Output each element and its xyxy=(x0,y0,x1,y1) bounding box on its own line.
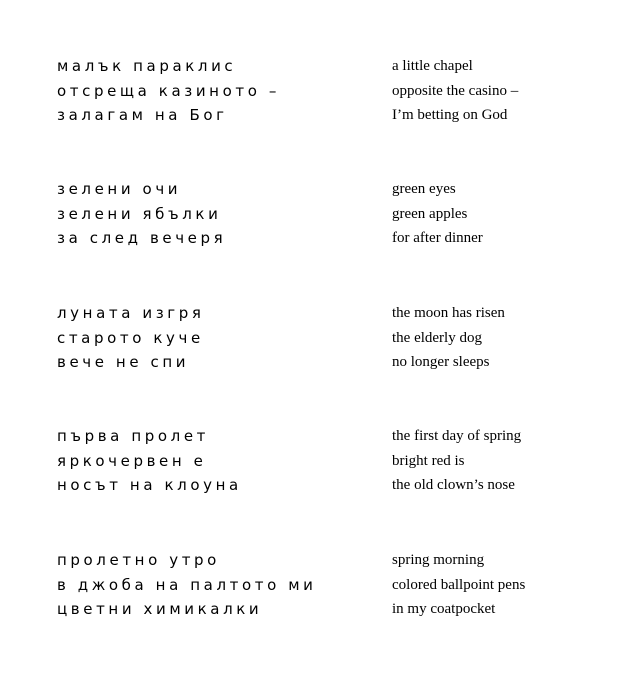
english-line: for after dinner xyxy=(392,230,483,247)
english-translation xyxy=(392,301,612,375)
english-line: green eyes xyxy=(392,181,456,197)
english-line: opposite the casino – xyxy=(392,82,519,99)
english-line: in my coatpocket xyxy=(392,601,496,618)
bulgarian-line: яркочервен е xyxy=(57,451,207,470)
bulgarian-line: старото куче xyxy=(57,328,204,347)
bulgarian-line: луната изгря xyxy=(57,304,205,322)
bulgarian-line: в джоба на палтото ми xyxy=(57,575,317,594)
haiku-stanza-5 xyxy=(0,548,619,623)
bulgarian-line: залагам на Бог xyxy=(57,106,228,125)
bulgarian-line: цветни химикалки xyxy=(57,600,263,619)
bulgarian-line: първа пролет xyxy=(57,427,209,445)
english-line: the first day of spring xyxy=(392,428,522,444)
english-line: green apples xyxy=(392,205,468,222)
bulgarian-line: за след вечеря xyxy=(57,229,227,248)
bulgarian-line: зелени очи xyxy=(57,180,182,198)
haiku-stanza-1 xyxy=(0,54,619,129)
english-line: no longer sleeps xyxy=(392,354,490,371)
english-line: the elderly dog xyxy=(392,329,482,346)
english-translation xyxy=(392,177,612,251)
english-line: spring morning xyxy=(392,552,485,568)
english-translation xyxy=(392,548,612,622)
english-line: colored ballpoint pens xyxy=(392,576,526,593)
english-translation xyxy=(392,424,612,498)
bulgarian-text xyxy=(57,424,377,498)
bulgarian-line: малък параклис xyxy=(57,57,237,75)
haiku-stanza-4 xyxy=(0,424,619,499)
english-line: the old clown’s nose xyxy=(392,477,515,494)
bulgarian-text xyxy=(57,301,377,375)
bulgarian-line: пролетно утро xyxy=(57,551,220,569)
haiku-stanza-3 xyxy=(0,301,619,376)
bulgarian-line: носът на клоуна xyxy=(57,476,242,495)
english-line: I’m betting on God xyxy=(392,107,508,124)
english-translation xyxy=(392,54,612,128)
bulgarian-line: зелени ябълки xyxy=(57,204,222,223)
bulgarian-line: отсреща казиното – xyxy=(57,81,280,100)
bulgarian-text xyxy=(57,548,377,622)
bulgarian-line: вече не спи xyxy=(57,353,190,372)
english-line: bright red is xyxy=(392,452,465,469)
bulgarian-text xyxy=(57,54,377,128)
english-line: a little chapel xyxy=(392,58,473,74)
english-line: the moon has risen xyxy=(392,305,505,321)
bulgarian-text xyxy=(57,177,377,251)
haiku-stanza-2 xyxy=(0,177,619,252)
